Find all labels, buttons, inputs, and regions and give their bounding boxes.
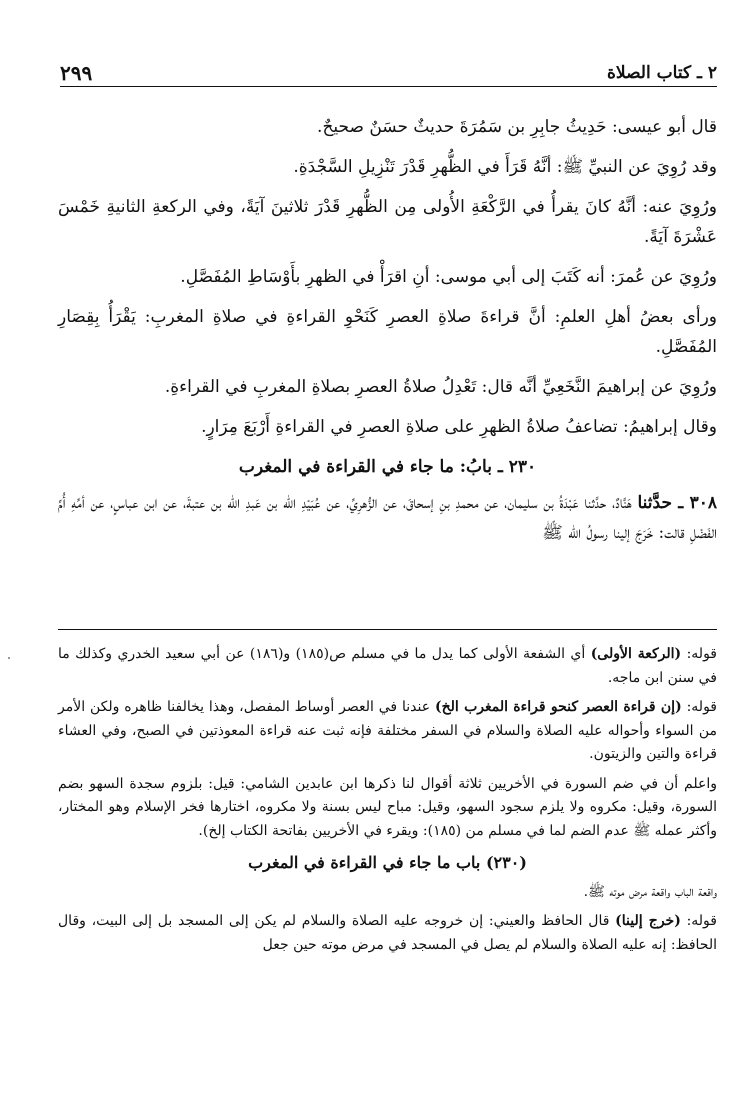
paragraph-5: ورأى بعضُ أهلِ العلمِ: أنَّ قراءةَ صلاةِ العصرِ كَنَحْوِ القراءةِ في صلاةِ المغربِ: يَقْرَأُ بِقِصَارِ المُفَصَّلِ.	[58, 307, 717, 357]
note-2-label: قوله:	[681, 699, 717, 715]
paragraph-4: ورُوِيَ عن عُمرَ: أنه كَتَبَ إلى أبي موسى: أنِ اقرَأْ في الظهرِ بأَوْسَاطِ المُفَصَّلِ.	[180, 267, 717, 287]
paragraph-1: قال أبو عيسى: حَدِيثُ جابِرِ بن سَمُرَةَ حديثٌ حسَنٌ صحيحٌ.	[317, 117, 717, 137]
paragraph-6: ورُوِيَ عن إبراهيمَ النَّخَعِيِّ أنَّه قال: تَعْدِلُ صلاةُ العصرِ بصلاةِ المغربِ في القراءةِ.	[164, 377, 717, 397]
hadith-number: ٣٠٨ ـ حدَّثنا	[637, 493, 717, 513]
chapter-heading: ٢٣٠ ـ بابُ: ما جاء في القراءة في المغرب	[238, 457, 537, 477]
note-2-text: عندنا في العصر أوساط المفصل، وهذا يخالفنا ظاهره ولكن الأمر من السواء وأحواله عليه الصلاة والسلام في السفر مختلفة فإنه ثبت عنه قراءة المعوذتين في الصبح، وفي العشاء قراءة والتين والزيتون.	[58, 699, 717, 762]
note-1-label: قوله:	[681, 646, 717, 662]
book-title: ٢ ـ كتاب الصلاة	[607, 63, 717, 83]
scan-speck	[8, 657, 10, 659]
note-1-bold: (الركعة الأولى)	[590, 646, 682, 662]
main-text	[58, 112, 717, 558]
footnote-divider	[58, 629, 717, 630]
hadith-paragraph	[58, 488, 717, 548]
note-2	[58, 696, 717, 767]
note-1-text: أي الشفعة الأولى كما يدل ما في مسلم ص(١٨٥) و(١٨٦) عن أبي سعيد الخدري وكذلك ما في سنن ابن ماجه.	[58, 646, 717, 686]
note-5-text: قال الحافظ والعيني: إن خروجه عليه الصلاة والسلام لم يكن إلى المسجد بل إلى البيت، وقال الحافظ: إنه عليه الصلاة والسلام لم يصل في المسجد في مرض موته حين جعل	[58, 913, 717, 953]
commentary-notes	[58, 643, 717, 963]
paragraph-3: ورُوِيَ عنه: أنَّهُ كانَ يقرأُ في الرَّكْعَةِ الأُولى مِن الظُّهرِ قَدْرَ ثلاثينَ آيَةً، وفي الركعةِ الثانيةِ خَمْسَ عَشْرَةَ آيَةً.	[58, 197, 717, 247]
hadith-text: هَنَّادٌ، حدَّثنا عَبْدَةُ بن سليمان، عن محمدِ بنِ إسحاقَ، عن الزُّهرِيِّ، عن عُبَيْدِ الله بن عَبدِ الله بن عتبةَ، عن ابن عباسٍ، عن أمِّهِ أُمِّ الفَضْلِ قالت: خَرَجَ إلينا رسولُ الله ﷺ	[58, 493, 717, 543]
note-5-bold: (خرج إلينا)	[615, 913, 681, 929]
note-5-label: قوله:	[680, 913, 717, 929]
note-1	[58, 643, 717, 690]
page-header	[60, 60, 717, 87]
note-5	[58, 910, 717, 957]
commentary-chapter-heading: (٢٣٠) باب ما جاء في القراءة في المغرب	[248, 853, 527, 872]
paragraph-7: وقال إبراهيمُ: تضاعفُ صلاةُ الظهرِ على صلاةِ العصرِ في القراءةِ أَرْبَعَ مِرَارٍ.	[201, 417, 717, 437]
note-2-bold: (إن قراءة العصر كنحو قراءة المغرب الخ)	[434, 699, 682, 715]
paragraph-2: وقد رُوِيَ عن النبيِّ ﷺ: أنَّهُ قَرَأَ في الظُّهرِ قَدْرَ تَنْزِيلِ السَّجْدَةِ.	[293, 157, 717, 177]
note-3: واعلم أن في ضم السورة في الأخريين ثلاثة أقوال لنا ذكرها ابن عابدين الشامي: قيل: بلزوم سجدة السهو بضم السورة، وقيل: مكروه ولا يلزم سجود السهو، وقيل: مباح ليس بسنة ولا مكروه، اختارها فخر الإسلام وهو المختار، وأكثر عمله ﷺ عدم الضم لما في مسلم من (١٨٥): ويقرء في الأخريين بفاتحة الكتاب إلخ).	[58, 775, 717, 839]
page-number: ٢٩٩	[60, 61, 93, 85]
note-4: واقعة الباب واقعة مرض موته ﷺ.	[583, 883, 717, 900]
